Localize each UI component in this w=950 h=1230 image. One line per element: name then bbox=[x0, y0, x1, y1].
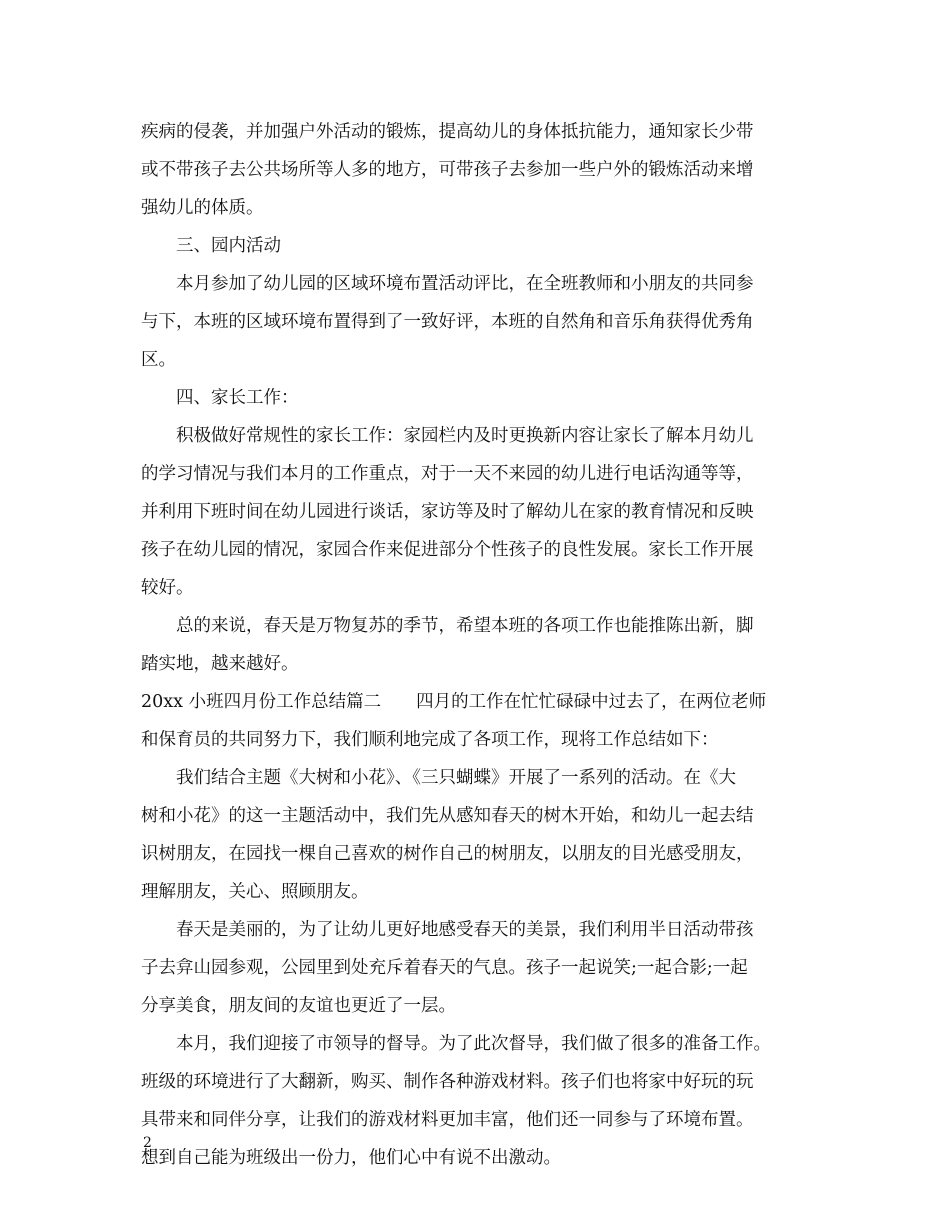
text-line: 的学习情况与我们本月的工作重点，对于一天不来园的幼儿进行电话沟通等等， bbox=[141, 464, 754, 484]
text-line: 区。 bbox=[141, 350, 176, 370]
text-line: 具带来和同伴分享，让我们的游戏材料更加丰富，他们还一同参与了环境布置。 bbox=[141, 1110, 754, 1130]
text-line: 分享美食，朋友间的友谊也更近了一层。 bbox=[141, 996, 456, 1016]
text-line: 本月参加了幼儿园的区域环境布置活动评比，在全班教师和小朋友的共同参 bbox=[176, 274, 754, 294]
text-line: 积极做好常规性的家长工作：家园栏内及时更换新内容让家长了解本月幼儿 bbox=[176, 426, 754, 446]
text-line: 孩子在幼儿园的情况，家园合作来促进部分个性孩子的良性发展。家长工作开展 bbox=[141, 540, 754, 560]
text-line: 踏实地，越来越好。 bbox=[141, 654, 299, 674]
text-line: 或不带孩子去公共场所等人多的地方，可带孩子去参加一些户外的锻炼活动来增 bbox=[141, 160, 754, 180]
text-line: 班级的环境进行了大翻新，购买、制作各种游戏材料。孩子们也将家中好玩的玩 bbox=[141, 1072, 754, 1092]
text-line: 总的来说，春天是万物复苏的季节，希望本班的各项工作也能推陈出新，脚 bbox=[176, 616, 754, 636]
text-line: 想到自己能为班级出一份力，他们心中有说不出激动。 bbox=[141, 1148, 561, 1168]
text-line: 本月，我们迎接了市领导的督导。为了此次督导，我们做了很多的准备工作。 bbox=[176, 1034, 771, 1054]
text-line: 较好。 bbox=[141, 578, 194, 598]
text-line: 并利用下班时间在幼儿园进行谈话，家访等及时了解幼儿在家的教育情况和反映 bbox=[141, 502, 754, 522]
text-line: 三、园内活动 bbox=[176, 236, 281, 256]
page-number: 2 bbox=[143, 1135, 152, 1151]
text-line: 识树朋友，在园找一棵自己喜欢的树作自己的树朋友，以朋友的目光感受朋友， bbox=[141, 844, 754, 864]
text-line: 20xx 小班四月份工作总结篇二 四月的工作在忙忙碌碌中过去了，在两位老师 bbox=[141, 692, 767, 712]
text-line: 树和小花》的这一主题活动中，我们先从感知春天的树木开始，和幼儿一起去结 bbox=[141, 806, 754, 826]
text-line: 春天是美丽的，为了让幼儿更好地感受春天的美景，我们利用半日活动带孩 bbox=[176, 920, 754, 940]
document-body bbox=[141, 113, 811, 1177]
text-line: 理解朋友，关心、照顾朋友。 bbox=[141, 882, 369, 902]
text-line: 四、家长工作： bbox=[176, 388, 299, 408]
text-line: 我们结合主题《大树和小花》、《三只蝴蝶》开展了一系列的活动。在《大 bbox=[176, 768, 736, 788]
text-line: 与下，本班的区域环境布置得到了一致好评，本班的自然角和音乐角获得优秀角 bbox=[141, 312, 754, 332]
text-line: 和保育员的共同努力下，我们顺利地完成了各项工作，现将工作总结如下： bbox=[141, 730, 719, 750]
text-line: 强幼儿的体质。 bbox=[141, 198, 264, 218]
text-line: 子去弇山园参观，公园里到处充斥着春天的气息。孩子一起说笑;一起合影;一起 bbox=[141, 958, 748, 978]
text-line: 疾病的侵袭，并加强户外活动的锻炼，提高幼儿的身体抵抗能力，通知家长少带 bbox=[141, 122, 754, 142]
